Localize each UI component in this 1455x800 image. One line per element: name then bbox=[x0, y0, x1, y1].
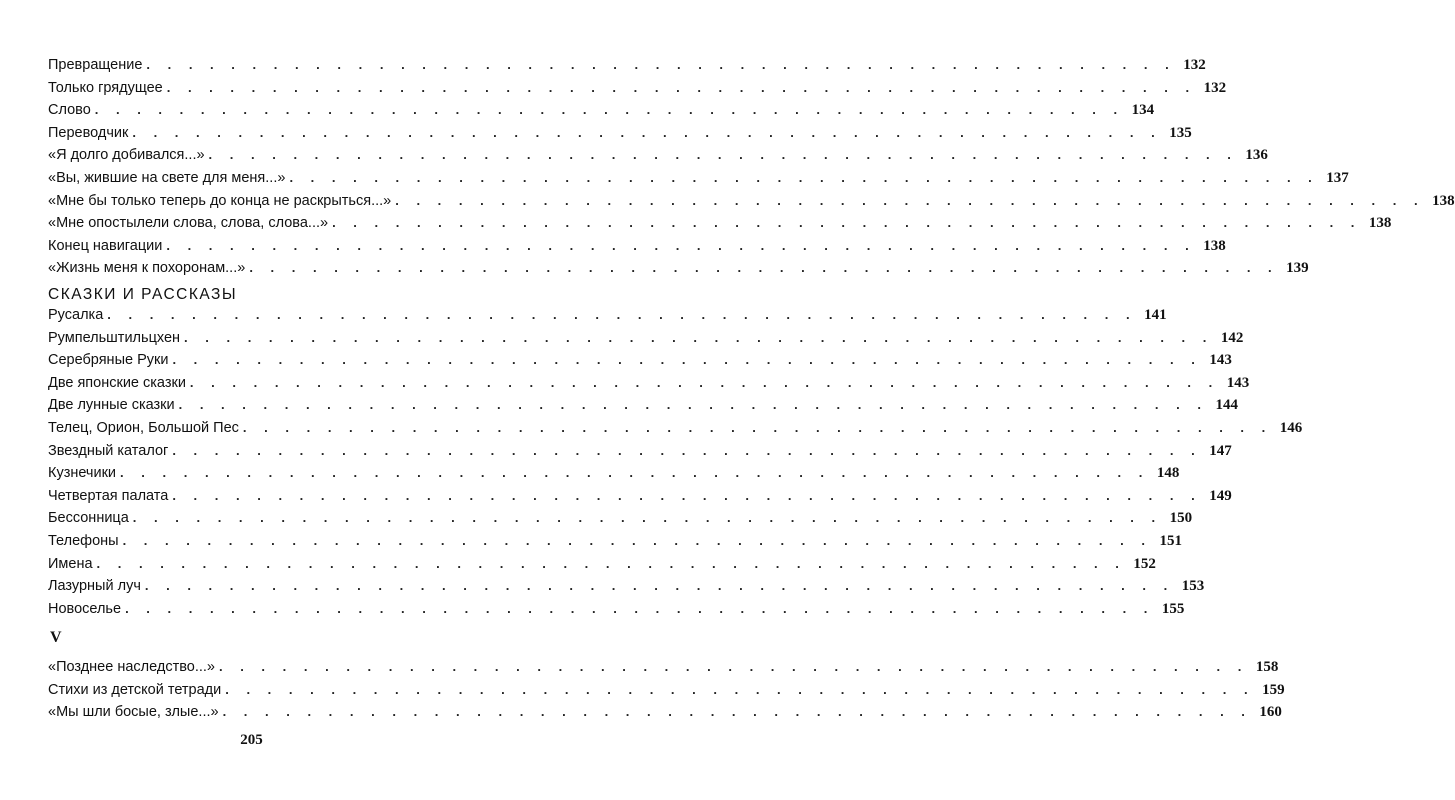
toc-entry bbox=[48, 236, 1226, 256]
toc-entry-title: Звездный каталог bbox=[48, 441, 172, 461]
toc-entry-page: 147 bbox=[1209, 442, 1232, 459]
toc-entry-page: 134 bbox=[1131, 102, 1155, 119]
toc-entry bbox=[48, 168, 1349, 188]
toc-entry-title: Кузнечики bbox=[48, 463, 120, 483]
toc-entry-page: 150 bbox=[1169, 510, 1193, 527]
toc-entry-title: Русалка bbox=[48, 305, 107, 325]
toc-entry-title: Новоселье bbox=[48, 599, 125, 619]
toc-dot-leader: . . . . . . . . . . . . . . . . . . . . . . . . . . . . . . . . . . . . . . . . . . . . . . . . . bbox=[94, 102, 1125, 118]
toc-entry-page: 160 bbox=[1259, 704, 1282, 721]
toc-entry bbox=[48, 395, 1238, 415]
toc-entry-page: 132 bbox=[1183, 57, 1206, 73]
toc-entry-page: 159 bbox=[1262, 681, 1285, 698]
toc-dot-leader: . . . . . . . . . . . . . . . . . . . . . . . . . . . . . . . . . . . . . . . . . . . . . . . . . bbox=[146, 57, 1176, 72]
toc-entry bbox=[48, 680, 1285, 700]
toc-dot-leader: . . . . . . . . . . . . . . . . . . . . . . . . . . . . . . . . . . . . . . . . . . . . . . . . . bbox=[144, 578, 1175, 594]
toc-entry-title: Телец, Орион, Большой Пес bbox=[48, 418, 243, 438]
toc-entry-title: «Мне бы только теперь до конца не раскрыться...» bbox=[48, 191, 395, 211]
toc-dot-leader: . . . . . . . . . . . . . . . . . . . . . . . . . . . . . . . . . . . . . . . . . . . . . . . . . bbox=[172, 487, 1202, 503]
toc-dot-leader: . . . . . . . . . . . . . . . . . . . . . . . . . . . . . . . . . . . . . . . . . . . . . . . . . bbox=[166, 79, 1197, 95]
toc-entry-page: 138 bbox=[1203, 237, 1226, 254]
toc-entry bbox=[48, 191, 1455, 211]
toc-entry-title: Переводчик bbox=[48, 123, 132, 143]
toc-entry bbox=[48, 373, 1250, 393]
toc-dot-leader: . . . . . . . . . . . . . . . . . . . . . . . . . . . . . . . . . . . . . . . . . . . . . . . . . bbox=[122, 533, 1152, 548]
toc-entry bbox=[48, 328, 1244, 348]
toc-entry-title: Две японские сказки bbox=[48, 373, 190, 393]
section-heading: СКАЗКИ И РАССКАЗЫ bbox=[48, 286, 238, 303]
toc-entry-page: 158 bbox=[1255, 659, 1279, 675]
toc-entry-page: 138 bbox=[1432, 192, 1455, 209]
toc-dot-leader: . . . . . . . . . . . . . . . . . . . . . . . . . . . . . . . . . . . . . . . . . . . . . . . . . bbox=[222, 704, 1252, 720]
toc-entry-page: 146 bbox=[1279, 420, 1303, 436]
toc-entry-title: Стихи из детской тетради bbox=[48, 680, 225, 700]
toc-entry-title: Имена bbox=[48, 554, 97, 574]
toc-entry-title: Четвертая палата bbox=[48, 486, 172, 506]
toc-entry bbox=[48, 145, 1268, 165]
toc-entry-title: Превращение bbox=[48, 55, 146, 75]
toc-entry-page: 155 bbox=[1161, 600, 1185, 617]
toc-dot-leader: . . . . . . . . . . . . . . . . . . . . . . . . . . . . . . . . . . . . . . . . . . . . . . . . . bbox=[107, 307, 1137, 322]
toc-entry-title: «Вы, жившие на свете для меня...» bbox=[48, 168, 289, 188]
page-number: 205 bbox=[240, 732, 263, 748]
toc-dot-leader: . . . . . . . . . . . . . . . . . . . . . . . . . . . . . . . . . . . . . . . . . . . . . . . . . bbox=[242, 420, 1273, 435]
toc-entry-title: «Я долго добивался...» bbox=[48, 145, 209, 165]
toc-entry-title: Конец навигации bbox=[48, 236, 166, 256]
toc-dot-leader: . . . . . . . . . . . . . . . . . . . . . . . . . . . . . . . . . . . . . . . . . . . . . . . . . bbox=[125, 600, 1155, 616]
toc-entry-page: 142 bbox=[1220, 329, 1244, 346]
toc-entry bbox=[48, 441, 1232, 461]
toc-entry-page: 144 bbox=[1215, 397, 1238, 414]
toc-entry bbox=[48, 350, 1232, 370]
toc-entry bbox=[48, 463, 1180, 483]
toc-entry-page: 148 bbox=[1156, 465, 1180, 482]
toc-entry bbox=[48, 554, 1156, 574]
toc-entry-page: 136 bbox=[1245, 147, 1268, 164]
toc-entry-title: Серебряные Руки bbox=[48, 350, 172, 370]
toc-dot-leader: . . . . . . . . . . . . . . . . . . . . . . . . . . . . . . . . . . . . . . . . . . . . . . . . . bbox=[249, 260, 1279, 276]
toc-entry-title: Румпельштильцхен bbox=[48, 328, 184, 348]
toc-entry-page: 143 bbox=[1226, 374, 1250, 391]
toc-dot-leader: . . . . . . . . . . . . . . . . . . . . . . . . . . . . . . . . . . . . . . . . . . . . . . . . . bbox=[172, 442, 1202, 458]
toc-entry bbox=[48, 305, 1167, 325]
toc-entry-title: Две лунные сказки bbox=[48, 395, 179, 415]
toc-entry-title: «Мне опостылели слова, слова, слова...» bbox=[48, 213, 332, 233]
toc-dot-leader: . . . . . . . . . . . . . . . . . . . . . . . . . . . . . . . . . . . . . . . . . . . . . . . . . bbox=[96, 555, 1126, 571]
toc-entry-page: 149 bbox=[1209, 487, 1232, 504]
toc-entry bbox=[48, 486, 1232, 506]
toc-dot-leader: . . . . . . . . . . . . . . . . . . . . . . . . . . . . . . . . . . . . . . . . . . . . . . . . . bbox=[289, 170, 1319, 185]
part-heading: V bbox=[50, 629, 62, 646]
toc-entry bbox=[48, 508, 1193, 528]
toc-entry-page: 152 bbox=[1133, 555, 1156, 572]
toc-entry-title: Слово bbox=[48, 100, 95, 120]
toc-entry-page: 143 bbox=[1209, 352, 1232, 369]
toc-entry-page: 137 bbox=[1326, 170, 1349, 186]
toc-entry-page: 138 bbox=[1368, 215, 1392, 232]
toc-entry-title: «Жизнь меня к похоронам...» bbox=[48, 258, 249, 278]
toc-entry-page: 139 bbox=[1286, 260, 1309, 277]
toc-entry-page: 153 bbox=[1181, 578, 1205, 595]
toc-entry bbox=[48, 576, 1205, 596]
toc-dot-leader: . . . . . . . . . . . . . . . . . . . . . . . . . . . . . . . . . . . . . . . . . . . . . . . . . bbox=[184, 329, 1214, 345]
toc-entry bbox=[48, 418, 1303, 438]
toc-entry-page: 132 bbox=[1203, 79, 1227, 96]
toc-entry bbox=[48, 531, 1182, 551]
toc-entry bbox=[48, 213, 1392, 233]
toc-entry bbox=[48, 55, 1206, 75]
toc-dot-leader: . . . . . . . . . . . . . . . . . . . . . . . . . . . . . . . . . . . . . . . . . . . . . . . . . bbox=[172, 352, 1202, 368]
toc-dot-leader: . . . . . . . . . . . . . . . . . . . . . . . . . . . . . . . . . . . . . . . . . . . . . . . . . bbox=[395, 192, 1425, 208]
toc-entry bbox=[48, 78, 1227, 98]
toc-entry bbox=[48, 258, 1309, 278]
toc-dot-leader: . . . . . . . . . . . . . . . . . . . . . . . . . . . . . . . . . . . . . . . . . . . . . . . . . bbox=[178, 397, 1208, 413]
toc-entry-page: 135 bbox=[1169, 124, 1192, 141]
toc-entry-title: «Позднее наследство...» bbox=[48, 657, 219, 677]
toc-dot-leader: . . . . . . . . . . . . . . . . . . . . . . . . . . . . . . . . . . . . . . . . . . . . . . . . . bbox=[208, 147, 1238, 163]
toc-dot-leader: . . . . . . . . . . . . . . . . . . . . . . . . . . . . . . . . . . . . . . . . . . . . . . . . . bbox=[132, 124, 1162, 140]
toc-entry-title: Только грядущее bbox=[48, 78, 167, 98]
toc-entry-title: Телефоны bbox=[48, 531, 123, 551]
toc-entry-title: Лазурный луч bbox=[48, 576, 145, 596]
toc-dot-leader: . . . . . . . . . . . . . . . . . . . . . . . . . . . . . . . . . . . . . . . . . . . . . . . . . bbox=[166, 237, 1196, 253]
toc-entry bbox=[48, 599, 1185, 619]
toc-dot-leader: . . . . . . . . . . . . . . . . . . . . . . . . . . . . . . . . . . . . . . . . . . . . . . . . . bbox=[332, 215, 1362, 231]
toc-entry bbox=[48, 100, 1155, 120]
toc-entry bbox=[48, 657, 1279, 677]
toc-entry-title: Бессонница bbox=[48, 508, 133, 528]
toc-entry bbox=[48, 123, 1192, 143]
toc-entry bbox=[48, 702, 1282, 722]
toc-entry-page: 141 bbox=[1144, 307, 1167, 323]
toc-dot-leader: . . . . . . . . . . . . . . . . . . . . . . . . . . . . . . . . . . . . . . . . . . . . . . . . . bbox=[120, 465, 1150, 481]
toc-dot-leader: . . . . . . . . . . . . . . . . . . . . . . . . . . . . . . . . . . . . . . . . . . . . . . . . . bbox=[218, 659, 1249, 674]
toc-entry-page: 151 bbox=[1159, 533, 1182, 549]
toc-entry-title: «Мы шли босые, злые...» bbox=[48, 702, 223, 722]
toc-dot-leader: . . . . . . . . . . . . . . . . . . . . . . . . . . . . . . . . . . . . . . . . . . . . . . . . . bbox=[189, 374, 1220, 390]
toc-dot-leader: . . . . . . . . . . . . . . . . . . . . . . . . . . . . . . . . . . . . . . . . . . . . . . . . . bbox=[225, 681, 1255, 697]
toc-dot-leader: . . . . . . . . . . . . . . . . . . . . . . . . . . . . . . . . . . . . . . . . . . . . . . . . . bbox=[132, 510, 1163, 526]
